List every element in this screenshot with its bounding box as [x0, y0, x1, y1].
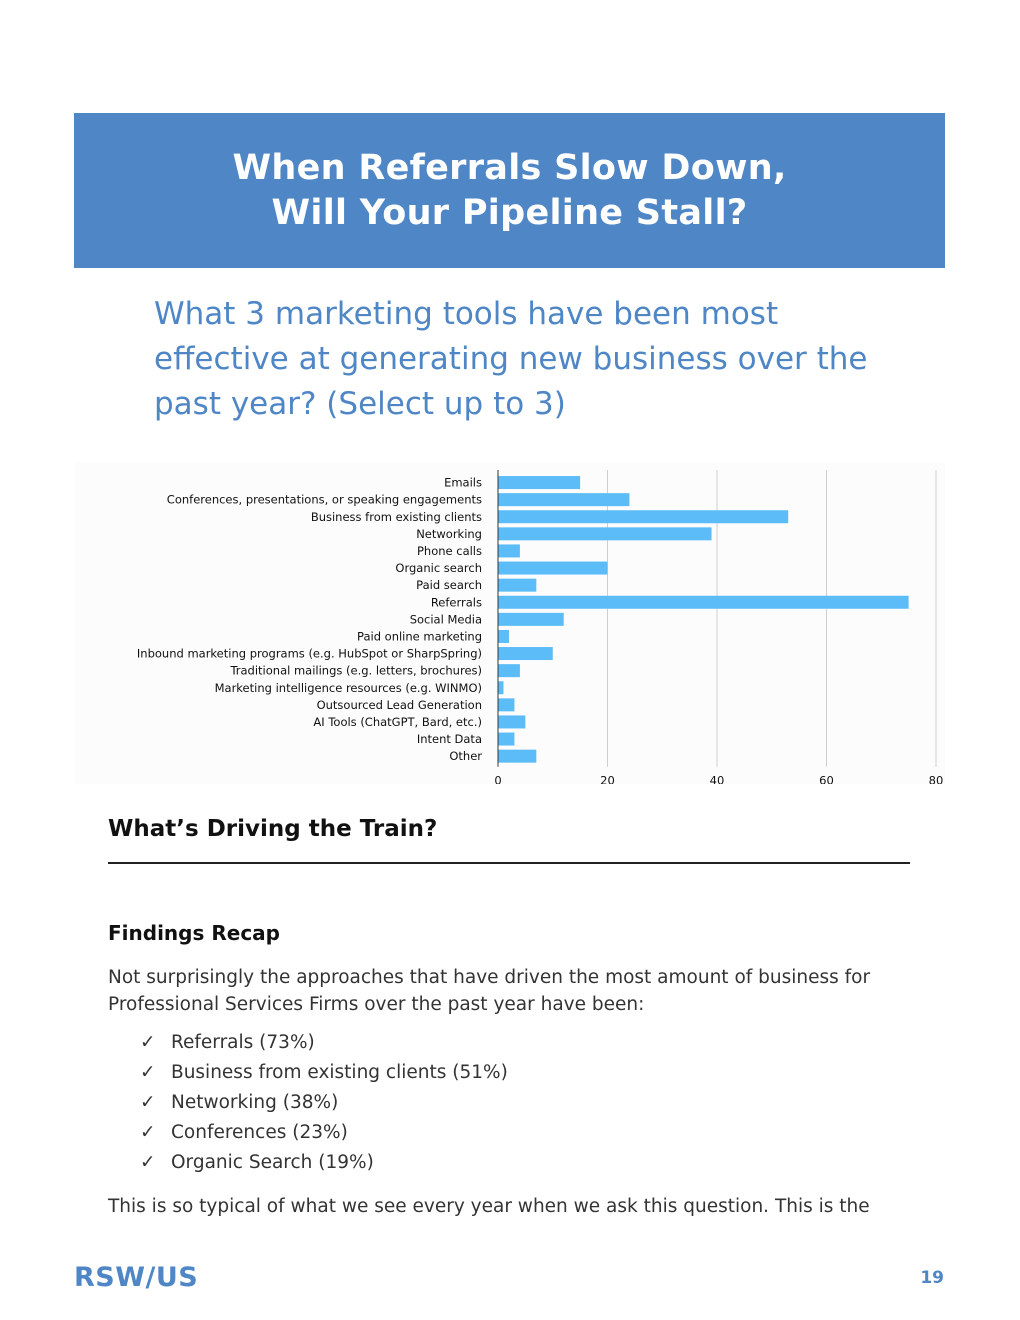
category-label: Intent Data	[416, 732, 482, 747]
findings-heading: Findings Recap	[108, 921, 280, 945]
x-tick-label: 0	[494, 773, 502, 784]
findings-intro: Not surprisingly the approaches that have driven the most amount of business for Professional Services Firms over the past year have been:	[108, 967, 871, 1015]
category-label: Marketing intelligence resources (e.g. WINMO)	[214, 680, 482, 695]
list-item	[140, 1148, 508, 1178]
rswus-logo: RSW/US	[74, 1262, 199, 1293]
bar	[498, 733, 514, 746]
category-label: Paid search	[416, 578, 482, 593]
list-item	[140, 1058, 508, 1088]
section-divider	[108, 862, 910, 864]
bar	[498, 630, 509, 643]
bar	[498, 476, 580, 489]
bar	[498, 493, 629, 506]
bar	[498, 698, 514, 711]
bar	[498, 596, 909, 609]
category-label: Organic search	[395, 561, 482, 576]
section-title: What’s Driving the Train?	[108, 816, 438, 842]
bar	[498, 527, 712, 540]
check-icon: ✓	[140, 1062, 156, 1083]
check-icon: ✓	[140, 1092, 156, 1113]
title-banner	[74, 113, 945, 268]
list-item	[140, 1028, 508, 1058]
page-number: 19	[920, 1268, 944, 1288]
survey-question: What 3 marketing tools have been most effective at generating new business over the past year? (Select up to 3)	[154, 296, 868, 422]
page-title-line-1: When Referrals Slow Down,	[232, 147, 787, 188]
category-label: Paid online marketing	[357, 629, 482, 644]
bar	[498, 750, 536, 763]
findings-list	[140, 1028, 508, 1178]
category-label: Business from existing clients	[310, 509, 482, 524]
bar	[498, 715, 525, 728]
bar	[498, 544, 520, 557]
x-tick-label: 80	[928, 773, 944, 784]
category-label: Referrals	[430, 595, 482, 610]
bar	[498, 664, 520, 677]
bar	[498, 647, 553, 660]
x-tick-label: 60	[819, 773, 834, 784]
check-icon: ✓	[140, 1152, 156, 1173]
bar	[498, 613, 564, 626]
category-label: AI Tools (ChatGPT, Bard, etc.)	[313, 714, 482, 729]
bar-chart-svg	[74, 462, 945, 784]
finding-text: Referrals (73%)	[171, 1032, 315, 1053]
category-label: Emails	[444, 475, 482, 490]
category-label: Outsourced Lead Generation	[316, 697, 482, 712]
finding-text: Networking (38%)	[171, 1092, 339, 1113]
category-label: Networking	[416, 526, 482, 541]
category-label: Inbound marketing programs (e.g. HubSpot or SharpSpring)	[136, 646, 482, 661]
finding-text: Conferences (23%)	[171, 1122, 348, 1143]
finding-text: Organic Search (19%)	[171, 1152, 374, 1173]
bar	[498, 579, 536, 592]
check-icon: ✓	[140, 1122, 156, 1143]
bar	[498, 681, 503, 694]
list-item	[140, 1118, 508, 1148]
bar	[498, 510, 788, 523]
list-item	[140, 1088, 508, 1118]
category-label: Social Media	[409, 612, 482, 627]
x-tick-label: 40	[709, 773, 725, 784]
bar	[498, 562, 608, 575]
finding-text: Business from existing clients (51%)	[171, 1062, 508, 1083]
page-title-line-2: Will Your Pipeline Stall?	[271, 192, 748, 233]
category-label: Other	[449, 749, 482, 764]
bar-chart	[74, 462, 945, 784]
closing-paragraph: This is so typical of what we see every year when we ask this question. This is the	[108, 1196, 870, 1217]
category-label: Phone calls	[416, 543, 482, 558]
category-label: Conferences, presentations, or speaking engagements	[166, 492, 482, 507]
x-tick-label: 20	[600, 773, 615, 784]
category-label: Traditional mailings (e.g. letters, brochures)	[230, 663, 482, 678]
check-icon: ✓	[140, 1032, 156, 1053]
